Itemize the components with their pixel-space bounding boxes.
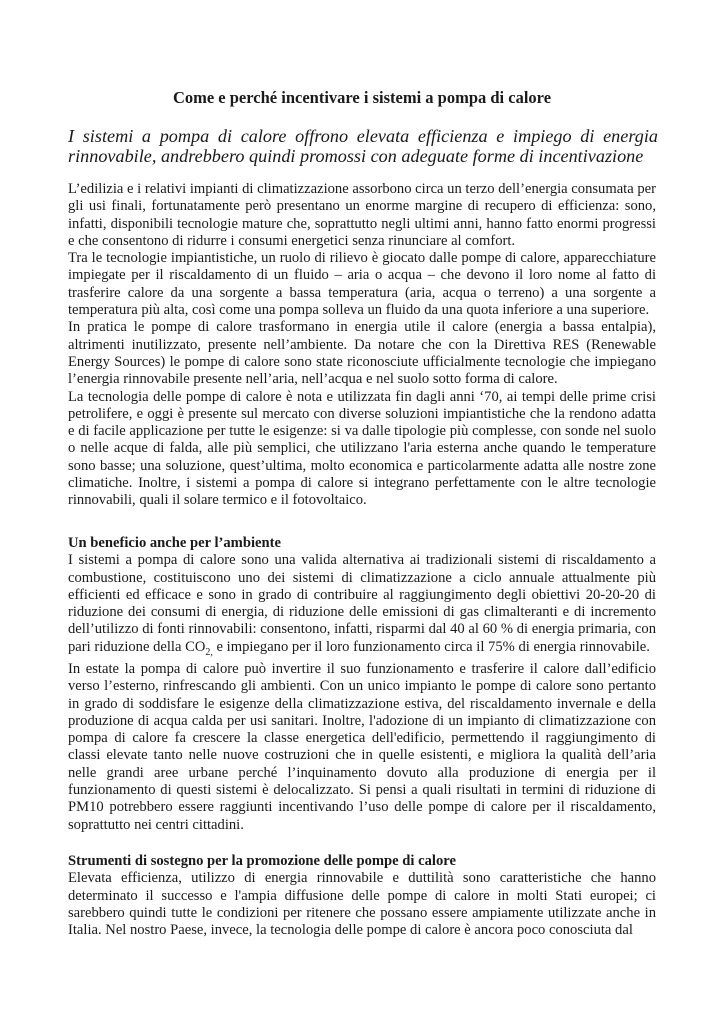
page-subtitle: I sistemi a pompa di calore offrono elevata efficienza e impiego di energia rinnovabile, andrebbero quindi promossi con adeguate forme di incentivazione [68, 126, 658, 166]
intro-paragraph-4: La tecnologia delle pompe di calore è nota e utilizzata fin dagli anni ‘70, ai tempi delle prime crisi petrolifere, e oggi è presente sul mercato con diverse soluzioni impiantistiche che la rendono adatta e di facile applicazione per tutte le esigenze: si va dalle tipologie più complesse, con sonde nel suolo o nelle acque di falda, alle più semplici, che utilizzano l'aria esterna anche quando le temperature sono basse; una soluzione, quest’ultima, molto economica e particolarmente adatta alle nostre zone climatiche. Inoltre, i sistemi a pompa di calore si integrano perfettamente con le altre tecnologie rinnovabili, quali il solare termico e il fotovoltaico. [68, 388, 656, 509]
support-tools-section [68, 853, 656, 939]
support-tools-paragraph-1: Elevata efficienza, utilizzo di energia rinnovabile e duttilità sono caratteristiche che hanno determinato il successo e l'ampia diffusione delle pompe di calore in molti Stati europei; ci sarebbero quindi tutte le condizioni per ritenere che possano essere ampiamente utilizzate anche in Italia. Nel nostro Paese, invece, la tecnologia delle pompe di calore è ancora poco conosciuta dal [68, 870, 656, 939]
environment-paragraph-1-end: e impiegano per il loro funzionamento circa il 75% di energia rinnovabile. [212, 638, 650, 655]
intro-paragraph-2: Tra le tecnologie impiantistiche, un ruolo di rilievo è giocato dalle pompe di calore, apparecchiature impiegate per il riscaldamento di un fluido – aria o acqua – che devono il loro nome al fatto di trasferire calore da una sorgente a bassa temperatura (aria, acqua o terreno) a una sorgente a temperatura più alta, così come una pompa solleva un fluido da una quota inferiore a una superiore. [68, 250, 656, 319]
page-title: Come e perché incentivare i sistemi a pompa di calore [172, 88, 552, 107]
section-heading-environment: Un beneficio anche per l’ambiente [68, 535, 281, 551]
section-heading-support-tools: Strumenti di sostegno per la promozione delle pompe di calore [68, 853, 456, 869]
environment-paragraph-1 [68, 552, 656, 661]
environment-paragraph-2: In estate la pompa di calore può invertire il suo funzionamento e trasferire il calore dall’edificio verso l’esterno, rinfrescando gli ambienti. Con un unico impianto le pompe di calore sono pertanto in grado di soddisfare le esigenze della climatizzazione estiva, del riscaldamento invernale e della produzione di acqua calda per usi sanitari. Inoltre, l'adozione di un impianto di climatizzazione con pompa di calore fa crescere la classe energetica dell'edificio, permettendo il raggiungimento di classi elevate tanto nelle nuove costruzioni che in quelle esistenti, e migliora la qualità dell’aria nelle grandi aree urbane perché l’inquinamento dovuto alla produzione di energia per il funzionamento di questi sistemi è delocalizzato. Si pensi a quali risultati in termini di riduzione di PM10 potrebbero essere raggiunti incentivando l’uso delle pompe di calore per il riscaldamento, soprattutto nei centri cittadini. [68, 660, 656, 833]
intro-section [68, 181, 656, 510]
co2-subscript: 2, [205, 646, 213, 658]
intro-paragraph-1: L’edilizia e i relativi impianti di climatizzazione assorbono circa un terzo dell’energia consumata per gli usi finali, fortunatamente però presentano un enorme margine di recupero di efficienza: sono, infatti, disponibili tecnologie mature che, soprattutto negli ultimi anni, hanno fatto enormi progressi e che consentono di ridurre i consumi energetici senza rinunciare al comfort. [68, 181, 656, 249]
environment-paragraph-1-start: I sistemi a pompa di calore sono una valida alternativa ai tradizionali sistemi di riscaldamento a combustione, costituiscono uno dei sistemi di climatizzazione a ciclo annuale attualmente più efficienti ed efficace e sono in grado di contribuire al raggiungimento degli obiettivi 20-20-20 di riduzione dei consumi di energia, di riduzione delle emissioni di gas climalteranti e di incremento dell’utilizzo di fonti rinnovabili: consentono, infatti, risparmi dal 40 al 60 % di energia primaria, con pari riduzione della CO [68, 552, 656, 655]
intro-paragraph-3: In pratica le pompe di calore trasformano in energia utile il calore (energia a bassa entalpia), altrimenti inutilizzato, presente nell’ambiente. Da notare che con la Direttiva RES (Renewable Energy Sources) le pompe di calore sono state riconosciute ufficialmente tecnologie che impiegano l’energia rinnovabile presente nell’aria, nell’acqua e nel suolo sotto forma di calore. [68, 319, 656, 388]
environment-section [68, 535, 656, 834]
